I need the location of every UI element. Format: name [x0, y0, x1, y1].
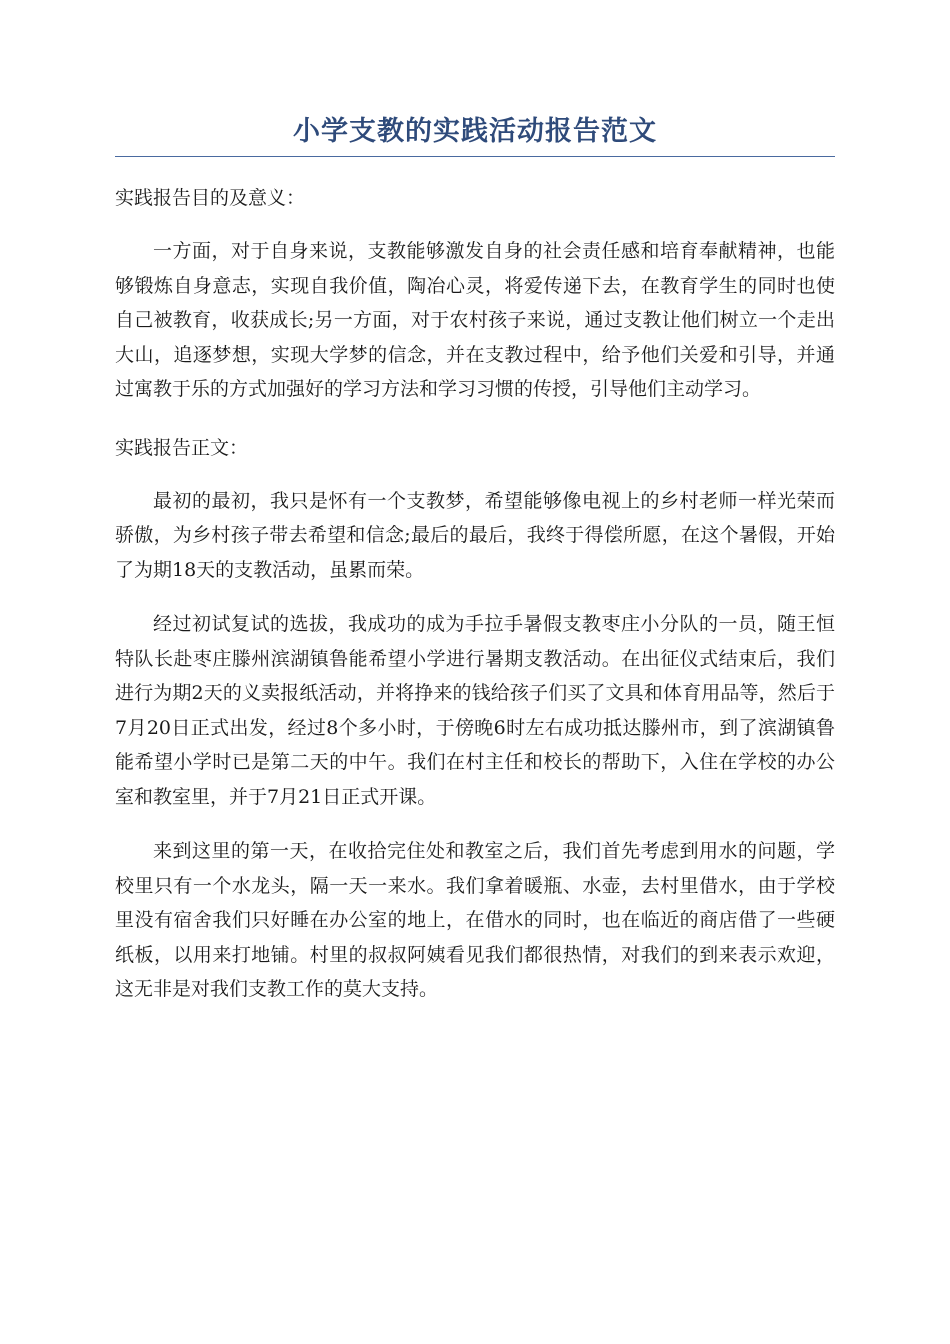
paragraph-body-1: 最初的最初，我只是怀有一个支教梦，希望能够像电视上的乡村老师一样光荣而骄傲，为乡村孩子带去希望和信念;最后的最后，我终于得偿所愿，在这个暑假，开始了为期18天的支教活动，虽累而荣。: [115, 489, 835, 581]
document-page: [115, 110, 835, 1007]
section-heading-purpose: 实践报告目的及意义：: [115, 187, 306, 209]
paragraph-purpose: 一方面，对于自身来说，支教能够激发自身的社会责任感和培育奉献精神，也能够锻炼自身意志，实现自我价值，陶冶心灵，将爱传递下去，在教育学生的同时也使自己被教育，收获成长;另一方面，对于农村孩子来说，通过支教让他们树立一个走出大山，追逐梦想，实现大学梦的信念，并在支教过程中，给予他们关爱和引导，并通过寓教于乐的方式加强好的学习方法和学习习惯的传授，引导他们主动学习。: [115, 240, 835, 400]
document-title: 小学支教的实践活动报告范文: [115, 110, 835, 157]
section-heading-body: 实践报告正文：: [115, 436, 249, 459]
paragraph-body-3: 来到这里的第一天，在收拾完住处和教室之后，我们首先考虑到用水的问题，学校里只有一个水龙头，隔一天一来水。我们拿着暖瓶、水壶，去村里借水，由于学校里没有宿舍我们只好睡在办公室的地上，在借水的同时，也在临近的商店借了一些硬纸板，以用来打地铺。村里的叔叔阿姨看见我们都很热情，对我们的到来表示欢迎，这无非是对我们支教工作的莫大支持。: [115, 840, 835, 1000]
paragraph-body-2: 经过初试复试的选拔，我成功的成为手拉手暑假支教枣庄小分队的一员，随王恒特队长赴枣庄滕州滨湖镇鲁能希望小学进行暑期支教活动。在出征仪式结束后，我们进行为期2天的义卖报纸活动，并将挣来的钱给孩子们买了文具和体育用品等，然后于7月20日正式出发，经过8个多小时，于傍晚6时左右成功抵达滕州市，到了滨湖镇鲁能希望小学时已是第二天的中午。我们在村主任和校长的帮助下，入住在学校的办公室和教室里，并于7月21日正式开课。: [115, 613, 835, 808]
